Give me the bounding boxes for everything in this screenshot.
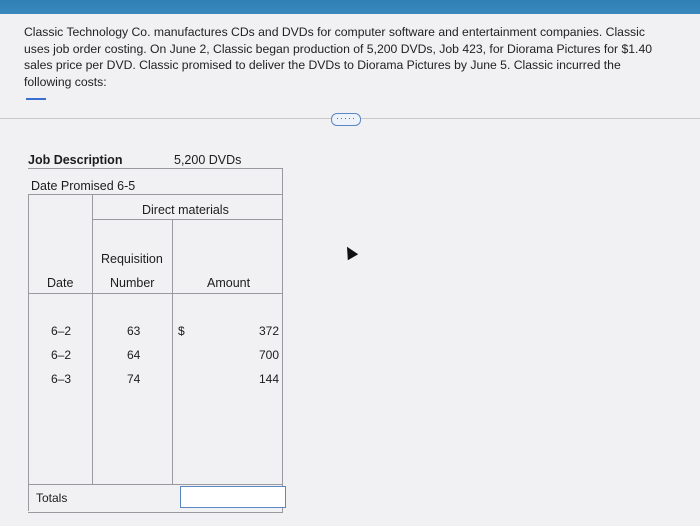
problem-line: sales price per DVD. Classic promised to deliver the DVDs to Diorama Pictures by June 5. Classic incurred the [24, 58, 621, 72]
problem-line: following costs: [24, 74, 107, 89]
job-description-label: Job Description [28, 153, 123, 167]
row-amount: 144 [259, 372, 280, 386]
problem-line: Classic Technology Co. manufactures CDs and DVDs for computer software and entertainment companies. Classic [24, 25, 645, 39]
currency-symbol: $ [178, 324, 185, 338]
mouse-cursor-icon [342, 244, 358, 260]
col-amount-header: Amount [207, 276, 251, 290]
job-quantity: 5,200 DVDs [174, 153, 242, 167]
col-date-header: Date [47, 276, 74, 290]
totals-amount-input[interactable] [180, 486, 286, 508]
row-requisition: 74 [127, 372, 141, 386]
problem-line: uses job order costing. On June 2, Classic began production of 5,200 DVDs, Job 423, for Diorama Pictures for $1.40 [24, 41, 652, 56]
row-amount: 372 [259, 324, 280, 338]
row-amount: 700 [259, 348, 280, 362]
table-line [28, 194, 282, 195]
number-header: Number [110, 276, 155, 290]
underline-mark [26, 98, 46, 100]
row-requisition: 64 [127, 348, 141, 362]
row-date: 6–3 [51, 372, 72, 386]
table-line [28, 484, 282, 485]
problem-text [24, 24, 684, 90]
row-date: 6–2 [51, 324, 72, 338]
row-date: 6–2 [51, 348, 72, 362]
requisition-header: Requisition [101, 252, 163, 266]
direct-materials-header: Direct materials [142, 203, 229, 217]
top-bar [0, 0, 700, 14]
table-line [28, 194, 29, 511]
table-line [92, 219, 282, 220]
date-promised: Date Promised 6-5 [31, 179, 136, 193]
table-line [92, 194, 93, 484]
table-line [172, 219, 173, 484]
table-line [28, 293, 282, 294]
totals-label: Totals [36, 491, 68, 505]
row-requisition: 63 [127, 324, 141, 338]
more-options-button[interactable]: ····· [331, 113, 361, 126]
